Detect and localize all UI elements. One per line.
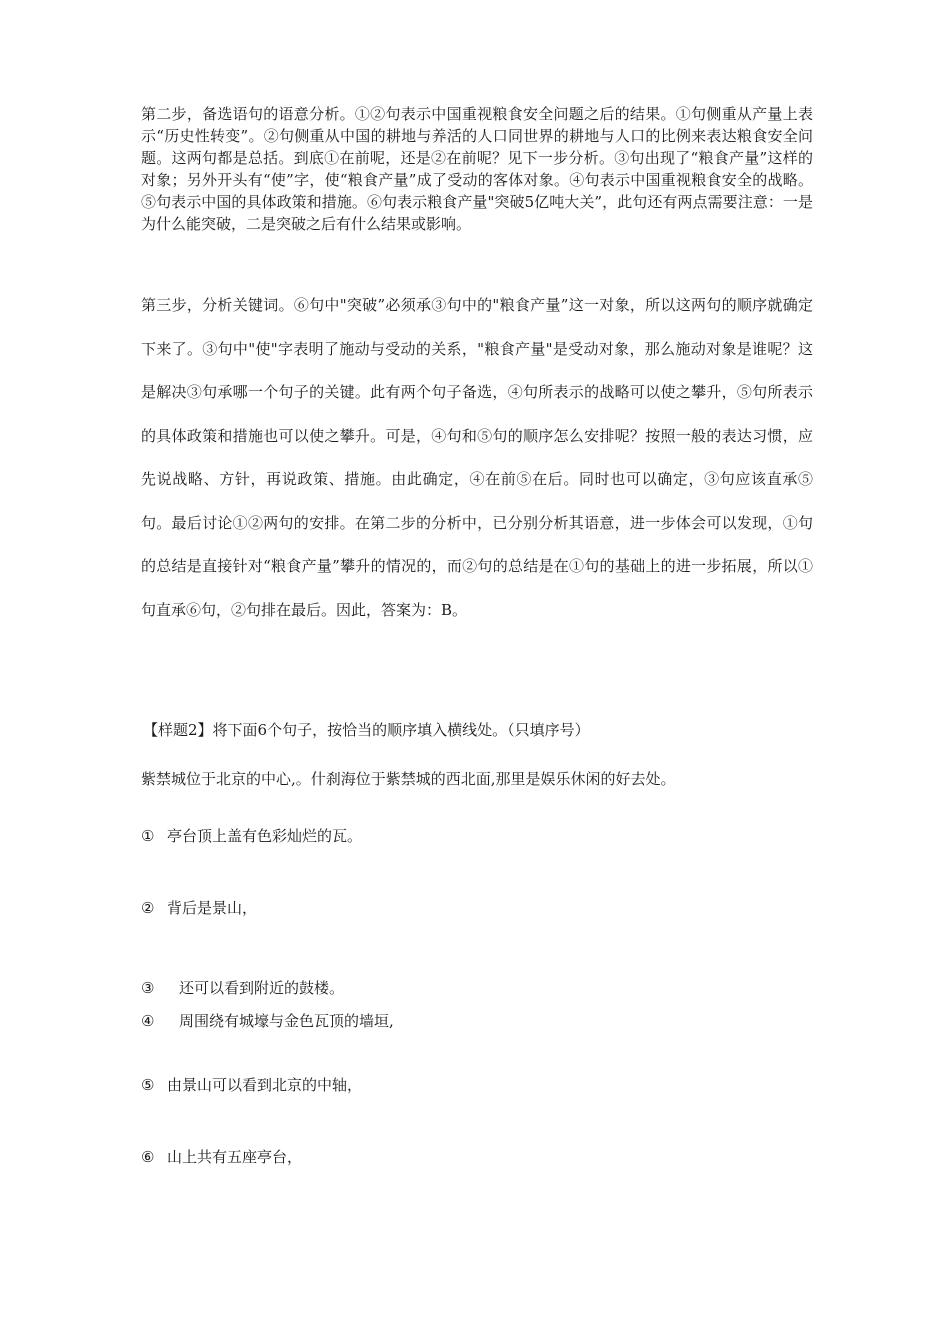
option-3-number: ③ bbox=[141, 979, 155, 997]
option-4-text: 周围绕有城壕与金色瓦顶的墙垣, bbox=[179, 1012, 394, 1030]
option-2 bbox=[141, 897, 257, 919]
option-1-text: 亭台顶上盖有色彩灿烂的瓦。 bbox=[167, 827, 363, 845]
option-6-number: ⑥ bbox=[141, 1148, 155, 1166]
option-1 bbox=[141, 825, 362, 847]
option-4 bbox=[141, 1010, 394, 1032]
option-6-text: 山上共有五座亭台， bbox=[167, 1148, 303, 1166]
option-5-number: ⑤ bbox=[141, 1076, 155, 1094]
passage-text: 紫禁城位于北京的中心,。什刹海位于紫禁城的西北面,那里是娱乐休闲的好去处。 bbox=[141, 770, 676, 788]
option-5 bbox=[141, 1074, 362, 1096]
option-2-number: ② bbox=[141, 899, 155, 917]
sample2-title: 【样题2】将下面6个句子，按恰当的顺序填入横线处。（只填序号） bbox=[143, 721, 590, 739]
option-1-number: ① bbox=[141, 827, 155, 845]
option-6 bbox=[141, 1146, 302, 1168]
option-3 bbox=[141, 977, 344, 999]
option-4-number: ④ bbox=[141, 1012, 155, 1030]
option-3-text: 还可以看到附近的鼓楼。 bbox=[179, 979, 345, 997]
step3-paragraph: 第三步，分析关键词。⑥句中"突破”必须承③句中的"粮食产量”这一对象，所以这两句的顺序就确定下来了。③句中"使"字表明了施动与受动的关系，"粮食产量"是受动对象，那么施动对象是谁呢？这是解决③句承哪一个句子的关键。此有两个句子备选，④句所表示的战略可以使之攀升，⑤句所表示的具体政策和措施也可以使之攀升。可是，④句和⑤句的顺序怎么安排呢？按照一般的表达习惯，应先说战略、方针，再说政策、措施。由此确定，④在前⑤在后。同时也可以确定，③句应该直承⑤句。最后讨论①②两句的安排。在第二步的分析中，已分别分析其语意，进一步体会可以发现，①句的总结是直接针对“粮食产量”攀升的情况的，而②句的总结是在①句的基础上的进一步拓展，所以①句直承⑥句，②句排在最后。因此，答案为：B。 bbox=[141, 296, 813, 619]
option-2-text: 背后是景山， bbox=[167, 899, 258, 917]
option-5-text: 由景山可以看到北京的中轴， bbox=[167, 1076, 363, 1094]
step2-paragraph: 第二步，备选语句的语意分析。①②句表示中国重视粮食安全问题之后的结果。①句侧重从产量上表示“历史性转变”。②句侧重从中国的耕地与养活的人口同世界的耕地与人口的比例来表达粮食安全问题。这两句都是总括。到底①在前呢，还是②在前呢？见下一步分析。③句出现了“粮食产量”这样的对象；另外开头有“使”字，使“粮食产量”成了受动的客体对象。④句表示中国重视粮食安全的战略。⑤句表示中国的具体政策和措施。⑥句表示粮食产量"突破5亿吨大关”，此句还有两点需要注意：一是为什么能突破，二是突破之后有什么结果或影响。 bbox=[141, 105, 813, 233]
